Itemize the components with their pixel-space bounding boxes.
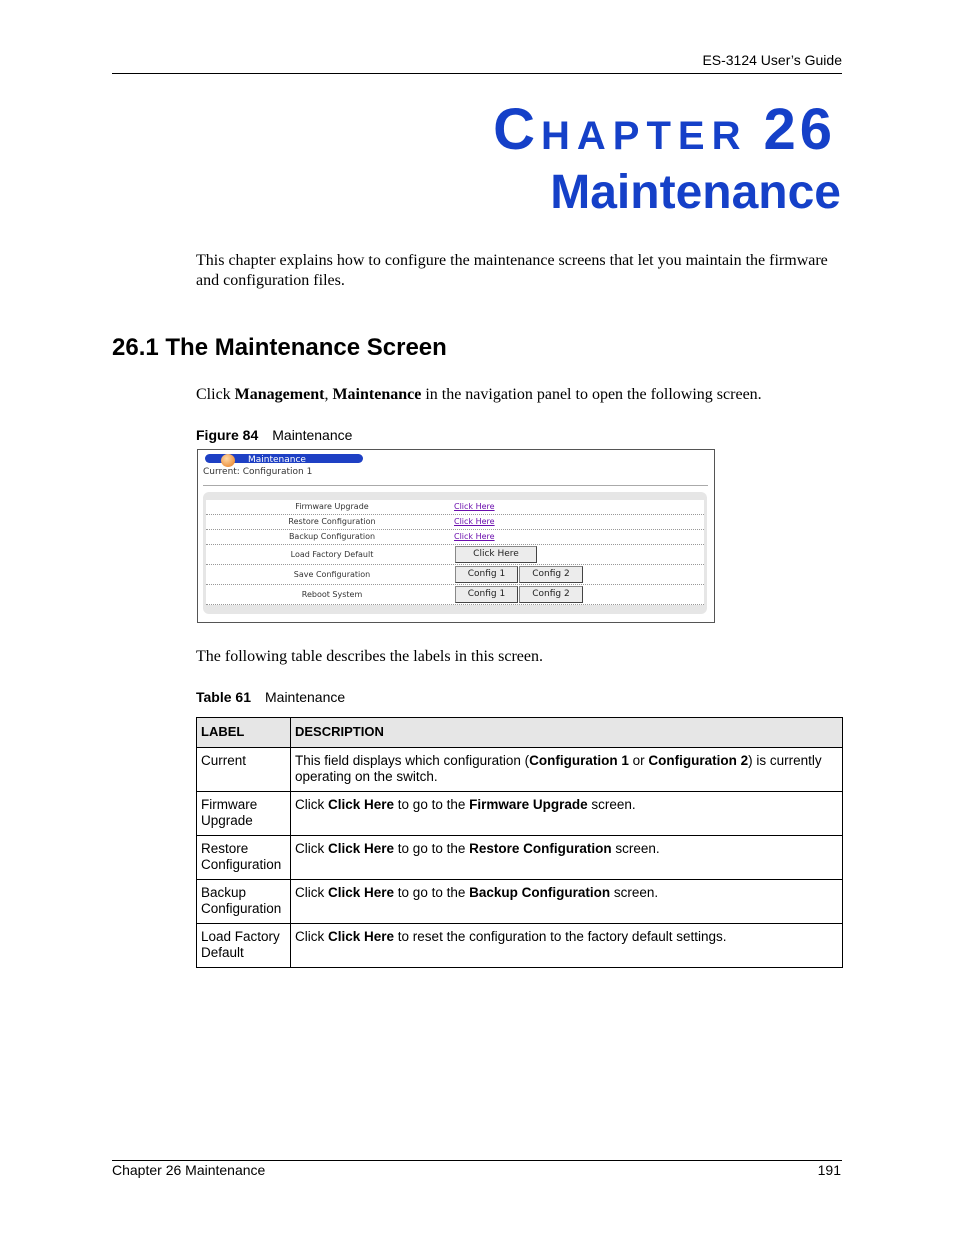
orb-icon	[221, 454, 235, 467]
table-intro: The following table describes the labels in this screen.	[196, 648, 544, 665]
row-label-cell: Backup Configuration	[197, 880, 291, 924]
current-configuration: Current: Configuration 1	[203, 467, 313, 477]
header-label: LABEL	[197, 718, 291, 748]
chapter-label	[493, 96, 836, 163]
row-description-cell: Click Click Here to reset the configuration to the factory default settings.	[291, 924, 843, 968]
row-restore-configuration	[206, 515, 704, 530]
row-description-cell: Click Click Here to go to the Backup Configuration screen.	[291, 880, 843, 924]
row-label: Load Factory Default	[290, 550, 374, 559]
save-config-1-button[interactable]: Config 1	[455, 566, 518, 583]
section-paragraph: Click Management, Maintenance in the navigation panel to open the following screen.	[196, 386, 762, 403]
row-label: Reboot System	[301, 590, 363, 599]
footer-rule	[112, 1160, 842, 1161]
row-label-cell: Current	[197, 748, 291, 792]
table-number: Table 61	[196, 689, 251, 705]
table-header-row	[197, 718, 843, 748]
table-caption	[196, 689, 345, 705]
row-description-cell: Click Click Here to go to the Restore Configuration screen.	[291, 836, 843, 880]
divider	[203, 485, 708, 486]
tab-label: Maintenance	[248, 455, 306, 465]
restore-configuration-link[interactable]: Click Here	[454, 517, 495, 526]
table-row	[197, 836, 843, 880]
figure-caption	[196, 427, 352, 443]
figure-caption-text: Maintenance	[272, 427, 353, 443]
maintenance-tab[interactable]	[205, 454, 363, 463]
table-row	[197, 792, 843, 836]
chapter-word: HAPTER	[541, 114, 748, 158]
section-heading: 26.1 The Maintenance Screen	[112, 334, 447, 361]
header-rule	[112, 73, 842, 74]
footer-chapter: Chapter 26 Maintenance	[112, 1162, 266, 1178]
guide-title: ES-3124 User’s Guide	[702, 52, 842, 68]
intro-paragraph: This chapter explains how to configure the maintenance screens that let you maintain the firmware and configuration files.	[196, 252, 828, 289]
row-label: Backup Configuration	[288, 532, 376, 541]
row-backup-configuration	[206, 530, 704, 545]
row-label: Save Configuration	[293, 570, 371, 579]
row-reboot-system	[206, 585, 704, 605]
row-label: Firmware Upgrade	[295, 502, 369, 511]
figure-number: Figure 84	[196, 427, 259, 443]
reboot-config-2-button[interactable]: Config 2	[519, 586, 583, 603]
row-label-cell: Load Factory Default	[197, 924, 291, 968]
table-row	[197, 924, 843, 968]
row-label-cell: Firmware Upgrade	[197, 792, 291, 836]
row-description-cell: This field displays which configuration (Configuration 1 or Configuration 2) is currently operating on the switch.	[291, 748, 843, 792]
chapter-title: Maintenance	[550, 166, 841, 219]
row-load-factory-default	[206, 545, 704, 565]
row-save-configuration	[206, 565, 704, 585]
load-factory-default-button[interactable]: Click Here	[455, 546, 537, 563]
table-row	[197, 880, 843, 924]
chapter-initial: C	[493, 97, 542, 162]
backup-configuration-link[interactable]: Click Here	[454, 532, 495, 541]
reboot-config-1-button[interactable]: Config 1	[455, 586, 518, 603]
table-caption-text: Maintenance	[265, 689, 346, 705]
save-config-2-button[interactable]: Config 2	[519, 566, 583, 583]
row-firmware-upgrade	[206, 500, 704, 515]
row-label: Restore Configuration	[288, 517, 376, 526]
firmware-upgrade-link[interactable]: Click Here	[454, 502, 495, 511]
row-label-cell: Restore Configuration	[197, 836, 291, 880]
chapter-number: 26	[763, 97, 836, 162]
maintenance-panel	[203, 492, 707, 614]
row-description-cell: Click Click Here to go to the Firmware Upgrade screen.	[291, 792, 843, 836]
header-description: DESCRIPTION	[291, 718, 843, 748]
page-number: 191	[817, 1162, 841, 1178]
description-table	[196, 717, 843, 968]
table-row	[197, 748, 843, 792]
maintenance-screenshot	[197, 449, 715, 623]
